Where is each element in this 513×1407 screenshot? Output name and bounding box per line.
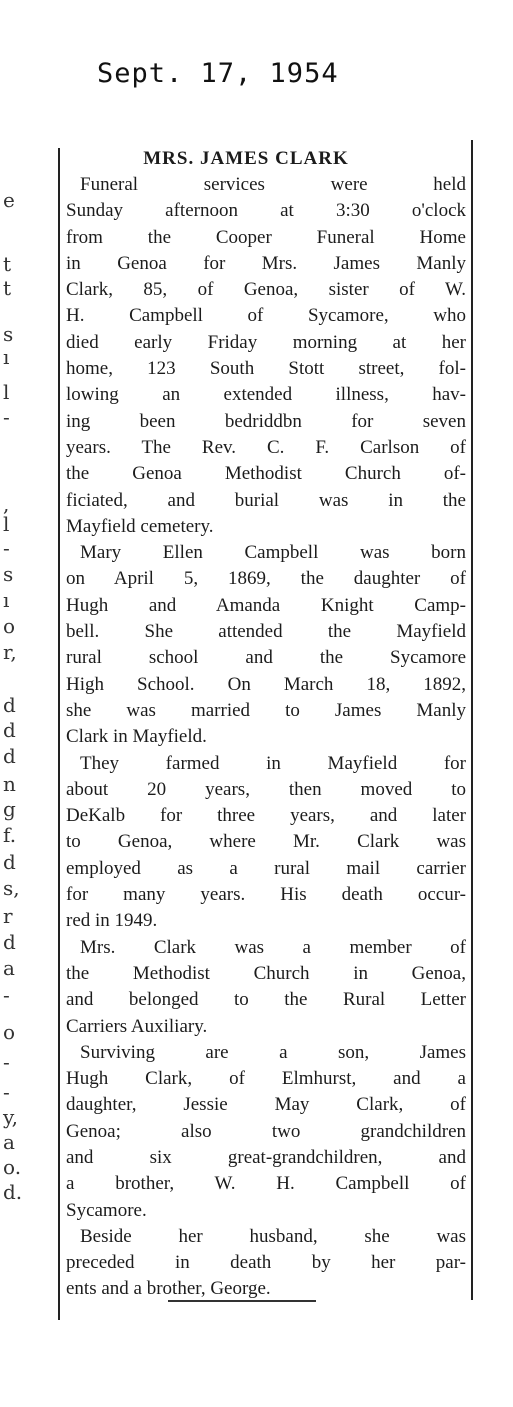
article-line: They farmed in Mayfield for (80, 752, 466, 774)
article-line: Genoa; also two grandchildren (66, 1120, 466, 1142)
article-line: and belonged to the Rural Letter (66, 989, 466, 1011)
gutter-fragment: a (3, 956, 15, 980)
gutter-fragment: d (3, 693, 16, 717)
gutter-fragment: - (3, 405, 10, 429)
article-line: Clark in Mayfield. (66, 726, 207, 748)
article-line: High School. On March 18, 1892, (66, 673, 466, 695)
article-line: Mayfield cemetery. (66, 515, 214, 537)
article-line: bell. She attended the Mayfield (66, 621, 466, 643)
article-line: Sycamore. (66, 1199, 147, 1221)
clipping-date: Sept. 17, 1954 (97, 58, 339, 89)
article-line: the Methodist Church in Genoa, (66, 962, 466, 984)
article-line: Sunday afternoon at 3:30 o'clock (66, 200, 466, 222)
article-line: home, 123 South Stott street, fol- (66, 358, 466, 380)
gutter-fragment: - (3, 1080, 10, 1104)
article-line: about 20 years, then moved to (66, 778, 466, 800)
article-line: employed as a rural mail carrier (66, 857, 466, 879)
article-line: rural school and the Sycamore (66, 647, 466, 669)
article-line: daughter, Jessie May Clark, of (66, 1094, 466, 1116)
gutter-fragment: a (3, 1130, 15, 1154)
adjacent-column-fragments (0, 0, 23, 1407)
article-line: ing been bedriddbn for seven (66, 410, 466, 432)
gutter-fragment: r, (3, 640, 17, 664)
column-rule-left (58, 148, 60, 1320)
gutter-fragment: ı (3, 588, 10, 612)
gutter-fragment: - (3, 536, 10, 560)
gutter-fragment: t (3, 252, 12, 276)
obituary-article (66, 146, 466, 1303)
gutter-fragment: l (3, 512, 10, 536)
gutter-fragment: d. (3, 1180, 23, 1204)
article-line: Hugh and Amanda Knight Camp- (66, 594, 466, 616)
gutter-fragment: e (3, 188, 15, 212)
gutter-fragment: d (3, 718, 16, 742)
article-line: Funeral services were held (80, 174, 466, 195)
article-line: for many years. His death occur- (66, 884, 466, 906)
article-line: Mrs. Clark was a member of (80, 936, 466, 958)
gutter-fragment: y, (3, 1105, 18, 1129)
article-line: she was married to James Manly (66, 699, 466, 721)
article-line: died early Friday morning at her (66, 331, 466, 353)
gutter-fragment: r (3, 904, 13, 928)
article-body (66, 172, 466, 1303)
article-line: Carriers Auxiliary. (66, 1015, 208, 1037)
article-line: Mary Ellen Campbell was born (80, 542, 466, 564)
gutter-fragment: o (3, 614, 16, 638)
article-line: H. Campbell of Sycamore, who (66, 305, 466, 327)
article-line: in Genoa for Mrs. James Manly (66, 252, 466, 274)
article-line: Hugh Clark, of Elmhurst, and a (66, 1068, 466, 1090)
gutter-fragment: s (3, 562, 14, 586)
article-line: lowing an extended illness, hav- (66, 384, 466, 406)
article-line: to Genoa, where Mr. Clark was (66, 831, 466, 853)
gutter-fragment: d (3, 850, 16, 874)
gutter-fragment: , (3, 492, 10, 516)
gutter-fragment: d (3, 930, 16, 954)
gutter-fragment: s, (3, 876, 20, 900)
headline: MRS. JAMES CLARK (143, 148, 349, 169)
article-line: from the Cooper Funeral Home (66, 226, 466, 248)
article-line: DeKalb for three years, and later (66, 805, 466, 827)
article-line: ents and a brother, George. (66, 1278, 271, 1300)
gutter-fragment: - (3, 1050, 10, 1074)
article-line: the Genoa Methodist Church of- (66, 463, 466, 485)
gutter-fragment: o. (3, 1155, 22, 1179)
column-rule-right (471, 140, 473, 1300)
article-line: years. The Rev. C. F. Carlson of (66, 436, 466, 458)
article-line: a brother, W. H. Campbell of (66, 1173, 466, 1195)
article-line: on April 5, 1869, the daughter of (66, 568, 466, 590)
article-line: preceded in death by her par- (66, 1252, 466, 1274)
gutter-fragment: g (3, 797, 16, 821)
article-line: Clark, 85, of Genoa, sister of W. (66, 279, 466, 301)
gutter-fragment: o (3, 1020, 16, 1044)
gutter-fragment: - (3, 983, 10, 1007)
gutter-fragment: l (3, 380, 10, 404)
article-line: Beside her husband, she was (80, 1225, 466, 1247)
gutter-fragment: d (3, 744, 16, 768)
gutter-fragment: s (3, 322, 14, 346)
gutter-fragment: n (3, 772, 16, 796)
gutter-fragment: ı (3, 345, 10, 369)
gutter-fragment: f. (3, 823, 17, 847)
gutter-fragment: t (3, 276, 12, 300)
article-line: Surviving are a son, James (80, 1041, 466, 1063)
article-line: red in 1949. (66, 910, 158, 932)
article-line: and six great-grandchildren, and (66, 1146, 466, 1168)
end-of-article-rule (168, 1300, 316, 1302)
article-line: ficiated, and burial was in the (66, 489, 466, 511)
